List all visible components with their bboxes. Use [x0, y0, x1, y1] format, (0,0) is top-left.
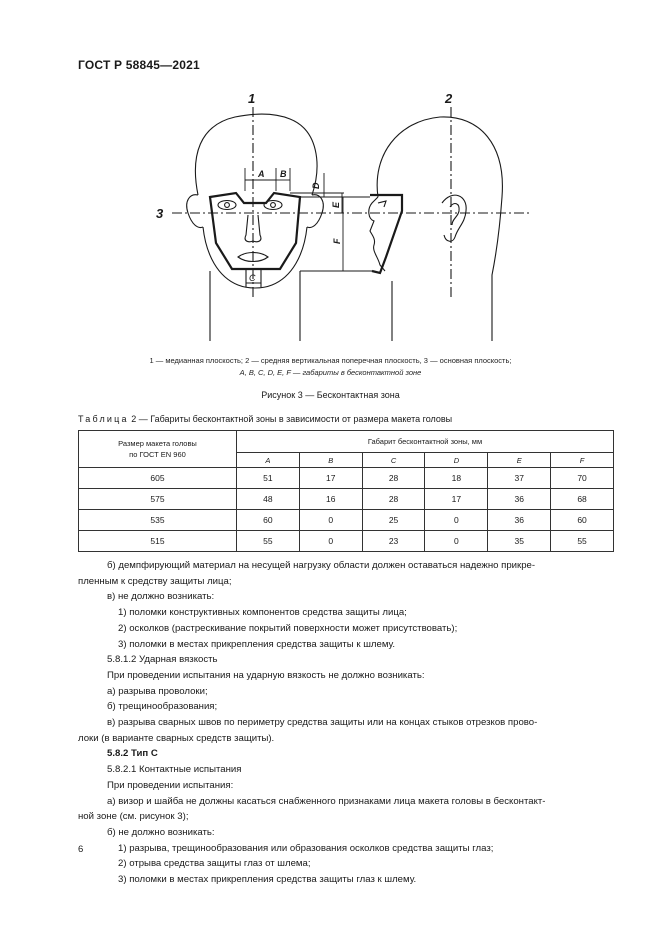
side-head-outline [369, 117, 503, 341]
dimensions-table [78, 430, 614, 552]
figure-caption-line1: 1 — медианная плоскость; 2 — средняя вертикальная поперечная плоскость, 3 — основная плоскость; [149, 356, 512, 365]
front-head-outline [187, 114, 324, 341]
section-heading: 5.8.2 Тип С [107, 748, 158, 760]
paragraph: 1) поломки конструктивных компонентов средства защиты лица; [118, 607, 407, 619]
table-row [79, 531, 614, 552]
dim-c-label: C [249, 273, 256, 283]
col-header-e: E [488, 453, 551, 468]
cell-size: 515 [79, 531, 237, 552]
dim-e-label: E [331, 201, 341, 208]
cell-e: 35 [488, 531, 551, 552]
paragraph: в) разрыва сварных швов по периметру средства защиты или на концах стыков отрезков прово- [107, 717, 538, 729]
paragraph: 1) разрыва, трещинообразования или образования осколков средства защиты глаз; [118, 842, 494, 854]
col-header-c: C [362, 453, 425, 468]
label-median-plane: 1 [248, 91, 256, 106]
cell-a: 48 [237, 489, 300, 510]
cell-size: 575 [79, 489, 237, 510]
paragraph: ной зоне (см. рисунок 3); [78, 811, 189, 823]
paragraph: локи (в варианте сварных средств защиты). [78, 732, 275, 744]
contactless-zone-figure [140, 85, 530, 355]
cell-c: 23 [362, 531, 425, 552]
table-row [79, 489, 614, 510]
paragraph: а) разрыва проволоки; [107, 685, 208, 697]
cell-d: 0 [425, 510, 488, 531]
page-number: 6 [78, 844, 84, 855]
cell-e: 37 [488, 468, 551, 489]
cell-d: 0 [425, 531, 488, 552]
col-header-f: F [551, 453, 614, 468]
cell-f: 55 [551, 531, 614, 552]
paragraph: б) трещинообразования; [107, 701, 218, 713]
paragraph: а) визор и шайба не должны касаться снабженного признаками лица макета головы в бесконтакт- [107, 795, 546, 807]
paragraph: в) не должно возникать: [107, 591, 215, 603]
col-header-a: A [237, 453, 300, 468]
table-title [78, 414, 452, 424]
cell-size: 605 [79, 468, 237, 489]
section-heading: 5.8.2.1 Контактные испытания [107, 764, 242, 776]
paragraph: б) не должно возникать: [107, 826, 215, 838]
cell-b: 0 [299, 531, 362, 552]
cell-b: 0 [299, 510, 362, 531]
label-base-plane: 3 [156, 206, 164, 221]
cell-e: 36 [488, 489, 551, 510]
document-header: ГОСТ Р 58845—2021 [78, 58, 200, 72]
dim-d-label: D [311, 182, 321, 189]
cell-f: 68 [551, 489, 614, 510]
cell-c: 28 [362, 489, 425, 510]
cell-size: 535 [79, 510, 237, 531]
dim-b-label: B [280, 169, 287, 179]
cell-a: 55 [237, 531, 300, 552]
cell-d: 17 [425, 489, 488, 510]
paragraph: 3) поломки в местах прикрепления средства защиты к шлему. [118, 638, 396, 650]
cell-a: 51 [237, 468, 300, 489]
section-heading: 5.8.1.2 Ударная вязкость [107, 654, 218, 666]
col-header-d: D [425, 453, 488, 468]
dim-f-label: F [332, 238, 342, 244]
figure-title: Рисунок 3 — Бесконтактная зона [261, 390, 400, 400]
cell-c: 28 [362, 468, 425, 489]
cell-f: 60 [551, 510, 614, 531]
size-header-line2: по ГОСТ EN 960 [129, 450, 186, 459]
paragraph: 2) осколков (растрескивание покрытий поверхности может присутствовать); [118, 622, 458, 634]
table-row [79, 510, 614, 531]
paragraph: б) демпфирующий материал на несущей нагрузку области должен оставаться надежно прикре- [107, 560, 536, 571]
label-transverse-plane: 2 [445, 91, 453, 106]
cell-d: 18 [425, 468, 488, 489]
cell-b: 17 [299, 468, 362, 489]
cell-c: 25 [362, 510, 425, 531]
cell-a: 60 [237, 510, 300, 531]
paragraph: При проведении испытания: [107, 779, 234, 791]
paragraph: При проведении испытания на ударную вязкость не должно возникать: [107, 669, 425, 681]
dim-a-label: A [258, 169, 265, 179]
cell-f: 70 [551, 468, 614, 489]
paragraph: 2) отрыва средства защиты глаз от шлема; [118, 858, 311, 870]
paragraph: пленным к средству защиты лица; [78, 575, 232, 587]
table-title-text: 2 — Габариты бесконтактной зоны в зависимости от размера макета головы [128, 414, 453, 424]
paragraph: 3) поломки в местах прикрепления средства защиты глаз к шлему. [118, 874, 417, 886]
group-header: Габарит бесконтактной зоны, мм [237, 431, 614, 453]
table-label: Таблица [78, 414, 129, 424]
cell-b: 16 [299, 489, 362, 510]
table-row [79, 468, 614, 489]
size-header-line1: Размер макета головы [118, 439, 197, 448]
cell-e: 36 [488, 510, 551, 531]
size-header [79, 431, 237, 468]
body-text [78, 558, 614, 888]
figure-caption-line2: A, B, C, D, E, F — габариты в бесконтактной зоне [239, 368, 422, 377]
col-header-b: B [299, 453, 362, 468]
dimensions-d-e-f [290, 173, 372, 271]
